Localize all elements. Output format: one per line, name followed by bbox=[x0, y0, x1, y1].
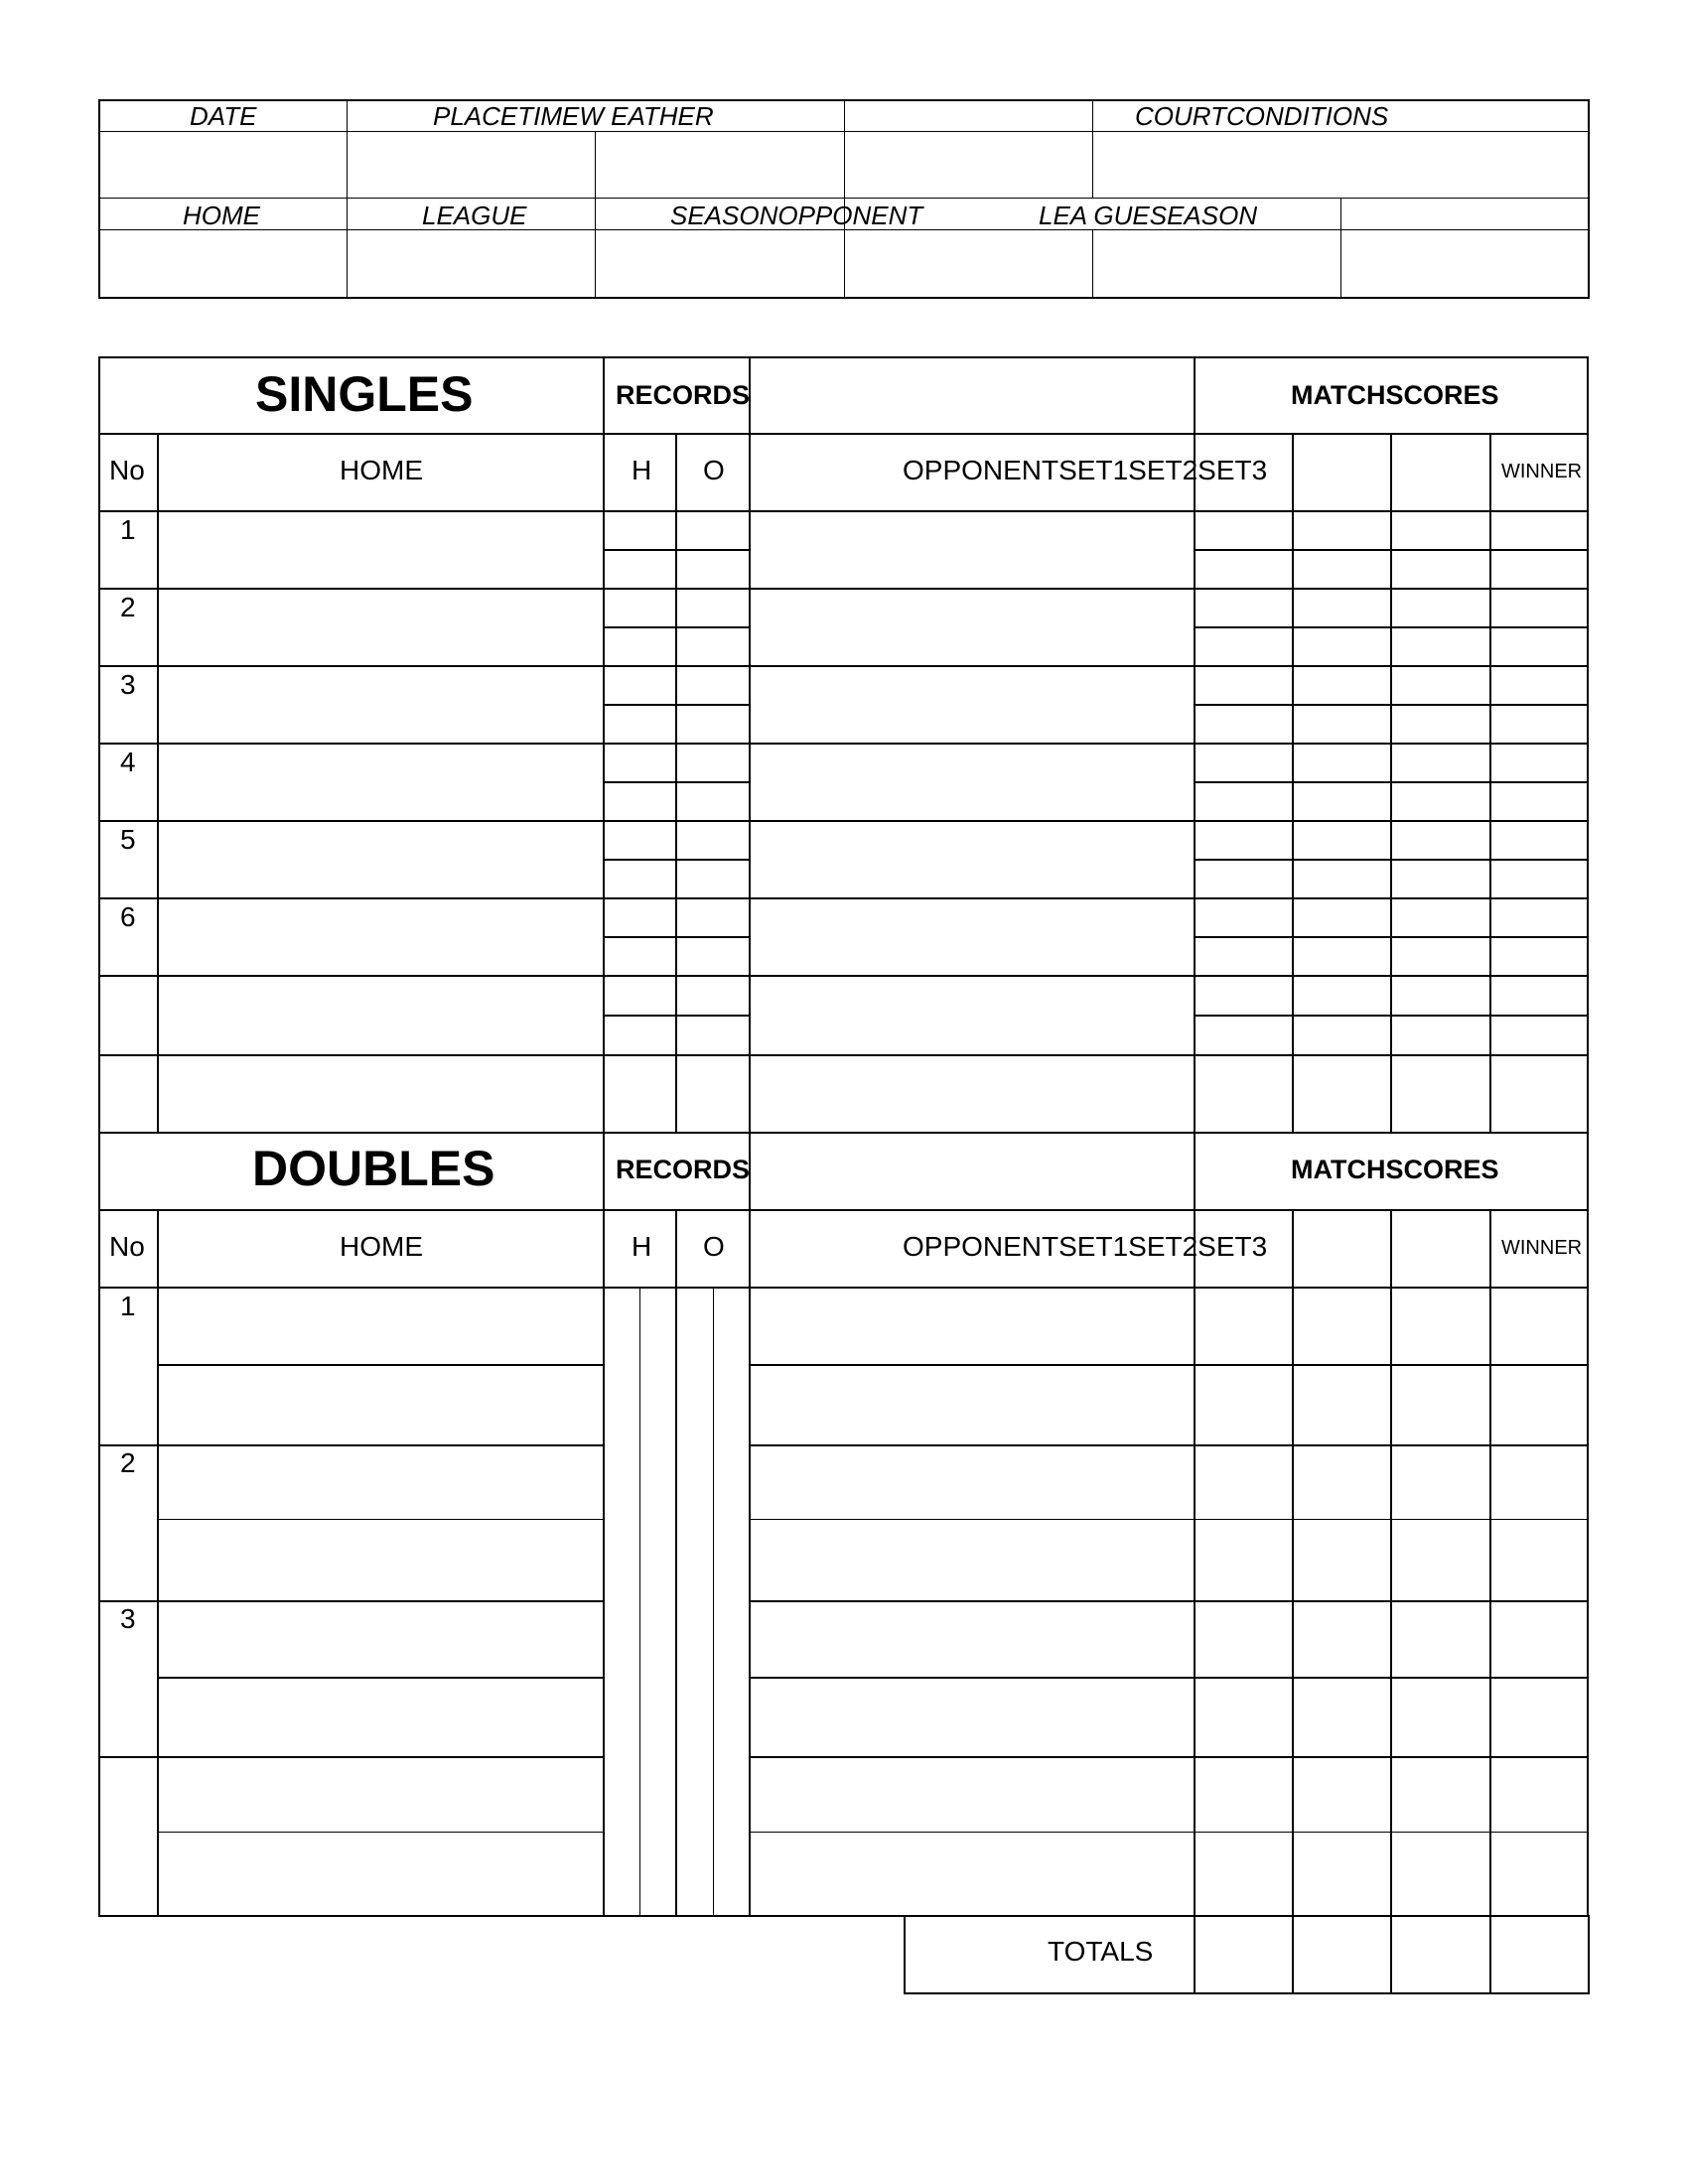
table-rule bbox=[157, 1677, 604, 1679]
header-divider bbox=[1092, 229, 1093, 298]
table-rule bbox=[99, 588, 1589, 590]
totals-rule bbox=[904, 1915, 1589, 1917]
totals-rule bbox=[1588, 1915, 1590, 1994]
table-rule bbox=[603, 704, 750, 706]
table-rule bbox=[713, 1288, 714, 1916]
table-rule bbox=[749, 1756, 1589, 1758]
doubles-row-number: 1 bbox=[120, 1291, 136, 1321]
table-rule bbox=[1489, 434, 1491, 1133]
singles-row-number: 6 bbox=[120, 901, 136, 932]
table-rule bbox=[749, 1444, 1589, 1446]
table-rule bbox=[1194, 936, 1589, 938]
doubles-opponent-header: OPPONENTSET1SET2SET3 bbox=[903, 1231, 1268, 1262]
table-rule bbox=[749, 357, 751, 1916]
table-rule bbox=[1194, 859, 1589, 861]
league-season-label: LEA GUESEASON bbox=[1039, 201, 1258, 230]
table-rule bbox=[1194, 549, 1589, 551]
doubles-row-number: 2 bbox=[120, 1447, 136, 1478]
table-rule bbox=[1194, 357, 1196, 1916]
totals-rule bbox=[1390, 1915, 1391, 1994]
header-divider bbox=[844, 99, 845, 298]
table-rule bbox=[639, 1288, 640, 1916]
table-rule bbox=[99, 1444, 604, 1446]
totals-rule bbox=[904, 1915, 906, 1994]
header-divider bbox=[347, 99, 348, 298]
singles-home-header: HOME bbox=[340, 455, 423, 485]
singles-matchscores-label: MATCHSCORES bbox=[1291, 380, 1499, 410]
totals-rule bbox=[904, 1992, 1589, 1994]
singles-row-number: 1 bbox=[120, 514, 136, 545]
singles-title: SINGLES bbox=[255, 366, 474, 422]
singles-no-header: No bbox=[109, 455, 145, 485]
table-rule bbox=[99, 510, 1589, 512]
place-time-weather-label: PLACETIMEW EATHER bbox=[433, 101, 714, 131]
table-rule bbox=[99, 433, 1589, 435]
table-rule bbox=[675, 434, 677, 1133]
date-label: DATE bbox=[190, 101, 257, 131]
table-rule bbox=[157, 1519, 604, 1520]
table-rule bbox=[157, 434, 159, 1133]
table-rule bbox=[99, 743, 1589, 745]
singles-records-label: RECORDS bbox=[616, 380, 751, 410]
doubles-home-header: HOME bbox=[340, 1231, 423, 1262]
table-rule bbox=[603, 549, 750, 551]
table-rule bbox=[749, 1600, 1589, 1602]
table-rule bbox=[603, 859, 750, 861]
table-rule bbox=[749, 1832, 1589, 1833]
league-label: LEAGUE bbox=[422, 201, 527, 230]
table-rule bbox=[99, 1600, 604, 1602]
singles-opponent-header: OPPONENTSET1SET2SET3 bbox=[903, 455, 1268, 485]
doubles-matchscores-label: MATCHSCORES bbox=[1291, 1155, 1499, 1184]
table-rule bbox=[749, 1519, 1589, 1520]
totals-rule bbox=[1292, 1915, 1294, 1994]
doubles-title: DOUBLES bbox=[252, 1141, 495, 1196]
court-conditions-label: COURTCONDITIONS bbox=[1135, 101, 1389, 131]
singles-row-number: 2 bbox=[120, 592, 136, 622]
table-rule bbox=[99, 1209, 1589, 1211]
table-rule bbox=[1194, 781, 1589, 783]
table-rule bbox=[1194, 1015, 1589, 1017]
table-rule bbox=[157, 1364, 604, 1366]
table-rule bbox=[99, 820, 1589, 822]
header-divider bbox=[595, 131, 596, 298]
score-table-border bbox=[98, 356, 1589, 1917]
singles-row-number: 5 bbox=[120, 824, 136, 855]
doubles-no-header: No bbox=[109, 1231, 145, 1262]
table-rule bbox=[1194, 704, 1589, 706]
header-divider bbox=[1092, 99, 1093, 199]
singles-row-number: 3 bbox=[120, 669, 136, 700]
table-rule bbox=[157, 1832, 604, 1833]
table-rule bbox=[1390, 434, 1392, 1133]
header-divider bbox=[1340, 198, 1341, 298]
table-rule bbox=[603, 357, 605, 1916]
doubles-o-header: O bbox=[703, 1231, 725, 1262]
totals-rule bbox=[1489, 1915, 1490, 1994]
table-rule bbox=[603, 1015, 750, 1017]
doubles-row-number: 3 bbox=[120, 1603, 136, 1634]
table-rule bbox=[99, 1054, 1589, 1056]
table-rule bbox=[749, 1677, 1589, 1679]
table-rule bbox=[99, 1756, 604, 1758]
table-rule bbox=[99, 665, 1589, 667]
doubles-h-header: H bbox=[632, 1231, 652, 1262]
doubles-winner-header: WINNER bbox=[1501, 1237, 1583, 1259]
doubles-records-label: RECORDS bbox=[616, 1155, 751, 1184]
table-rule bbox=[1292, 434, 1294, 1133]
table-rule bbox=[675, 1288, 677, 1916]
table-rule bbox=[157, 1210, 159, 1916]
singles-o-header: O bbox=[703, 455, 725, 485]
table-rule bbox=[99, 897, 1589, 899]
table-rule bbox=[1194, 626, 1589, 628]
totals-rule bbox=[1194, 1915, 1196, 1994]
home-label: HOME bbox=[183, 201, 260, 230]
table-rule bbox=[99, 1287, 1589, 1289]
table-rule bbox=[99, 1132, 1589, 1134]
table-rule bbox=[749, 1364, 1589, 1366]
table-rule bbox=[675, 1210, 677, 1289]
table-rule bbox=[603, 781, 750, 783]
singles-winner-header: WINNER bbox=[1501, 461, 1583, 482]
table-rule bbox=[603, 626, 750, 628]
table-rule bbox=[603, 936, 750, 938]
singles-row-number: 4 bbox=[120, 747, 136, 777]
table-rule bbox=[99, 975, 1589, 977]
totals-label: TOTALS bbox=[1048, 1936, 1154, 1967]
season-opponent-label: SEASONOPPONENT bbox=[670, 201, 923, 230]
singles-h-header: H bbox=[632, 455, 652, 485]
